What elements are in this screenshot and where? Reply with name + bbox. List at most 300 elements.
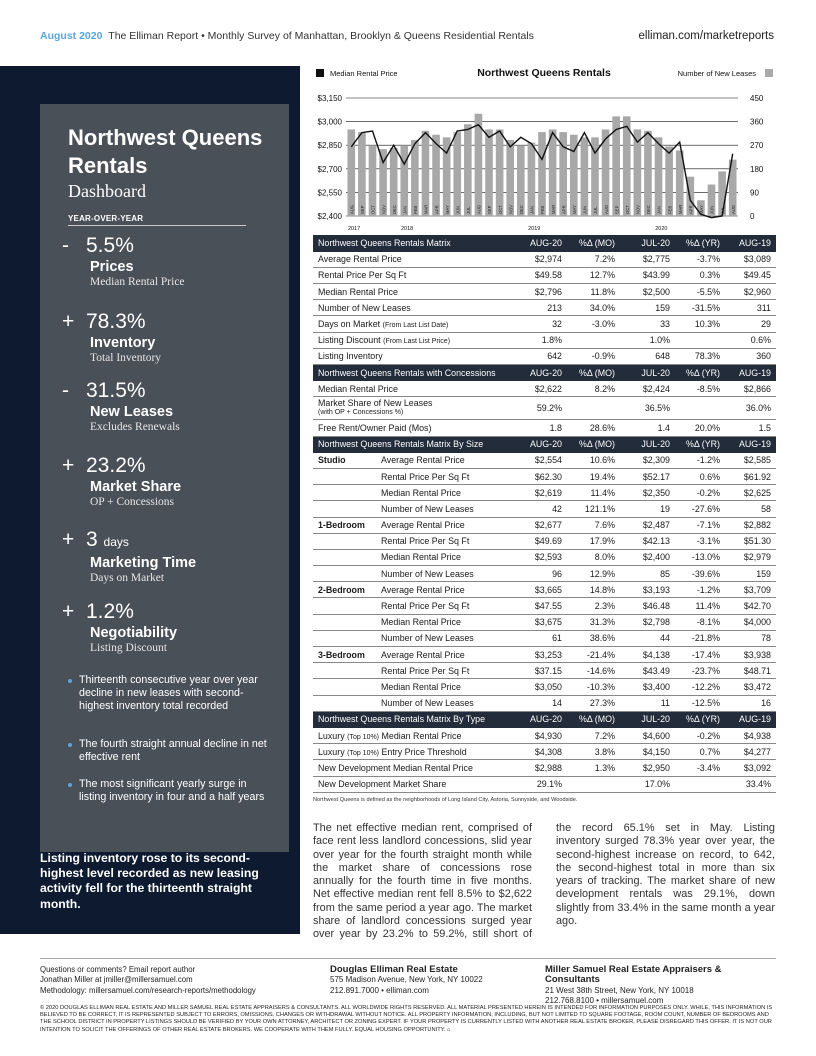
- y-left-tick: $3,000: [317, 117, 342, 127]
- table-cell: $2,960: [725, 284, 776, 300]
- table-cell: 213: [508, 300, 567, 316]
- table-cell: 36.0%: [725, 397, 776, 420]
- table-cell: $3,253: [508, 647, 567, 663]
- table-cell: -10.3%: [567, 679, 620, 695]
- highlight-bullet: The most significant yearly surge in listing inventory in four and a half years: [68, 778, 274, 804]
- table-cell: [567, 776, 620, 792]
- table-cell: 42: [508, 501, 567, 517]
- table-footnote: Northwest Queens is defined as the neighborhoods of Long Island City, Astoria, Sunnyside, and Woodside.: [313, 797, 578, 803]
- column-header: AUG-20: [508, 235, 567, 251]
- stat-sign: -: [62, 234, 69, 257]
- column-header: %Δ (YR): [675, 235, 725, 251]
- table-row: [313, 284, 776, 300]
- table-cell: -1.2%: [675, 582, 725, 598]
- table-cell: $4,308: [508, 744, 567, 760]
- row-label: Number of New Leases: [376, 566, 508, 582]
- table-cell: $3,089: [725, 251, 776, 267]
- y-left-tick: $2,700: [317, 164, 342, 174]
- column-header: AUG-20: [508, 711, 567, 727]
- table-cell: $52.17: [620, 468, 675, 484]
- x-year-label: 2018: [400, 226, 414, 232]
- stat-name: New Leases: [90, 404, 174, 420]
- row-label-text: Market Share of New Leases: [318, 398, 433, 409]
- x-year-label: 2020: [655, 226, 668, 232]
- row-label: [313, 727, 508, 743]
- table-cell: $2,796: [508, 284, 567, 300]
- footer-address: 21 West 38th Street, New York, NY 10018: [545, 985, 694, 995]
- x-year-label: 2019: [528, 226, 541, 232]
- y-right-tick: 450: [750, 94, 764, 103]
- footer-contact-line[interactable]: Jonathan Miller at jmiller@millersamuel.com: [40, 975, 193, 985]
- column-header: AUG-20: [508, 436, 567, 452]
- stat-name: Inventory: [90, 335, 156, 351]
- table-cell: 1.0%: [620, 332, 675, 348]
- size-group-label: [313, 614, 376, 630]
- table-row: [313, 695, 776, 711]
- rental-matrix-table: [313, 235, 776, 793]
- bar-new-leases: [464, 124, 472, 216]
- size-group-label: [313, 679, 376, 695]
- stat-value: 5.5%: [86, 234, 134, 257]
- size-group-label: [313, 630, 376, 646]
- table-cell: $48.71: [725, 663, 776, 679]
- column-header: AUG-19: [725, 365, 776, 381]
- x-month-label: MAR: [423, 204, 429, 214]
- bar-new-leases: [528, 143, 536, 216]
- row-label: Median Rental Price: [376, 485, 508, 501]
- row-label-text: Luxury: [318, 746, 345, 757]
- bar-new-leases: [475, 114, 483, 216]
- column-header: %Δ (MO): [567, 365, 620, 381]
- table-cell: -3.1%: [675, 533, 725, 549]
- stat-name: Market Share: [90, 479, 182, 495]
- row-label-note: (From Last List Price): [383, 338, 451, 346]
- stat-value-line: [62, 454, 282, 478]
- table-cell: 20.0%: [675, 420, 725, 436]
- table-cell: $2,979: [725, 549, 776, 565]
- report-header: [40, 30, 534, 42]
- table-cell: $2,798: [620, 614, 675, 630]
- y-left-tick: $2,550: [317, 188, 342, 198]
- table-row: [313, 566, 776, 582]
- stat-value-line: [62, 310, 282, 334]
- stat-name: Prices: [90, 259, 134, 275]
- table-cell: 1.3%: [567, 760, 620, 776]
- table-cell: $3,050: [508, 679, 567, 695]
- table-cell: 17.0%: [620, 776, 675, 792]
- table-cell: -21.8%: [675, 630, 725, 646]
- row-label: Rental Price Per Sq Ft: [376, 468, 508, 484]
- x-month-label: MAR: [677, 204, 683, 214]
- row-label-text: Number of New Leases: [318, 302, 411, 313]
- footer-address: 575 Madison Avenue, New York, NY 10022: [330, 975, 483, 985]
- stat-sign: +: [62, 454, 75, 477]
- table-cell: 33.4%: [725, 776, 776, 792]
- bar-new-leases: [496, 129, 504, 216]
- size-group-label: [313, 485, 376, 501]
- table-cell: 11: [620, 695, 675, 711]
- footer-contact-line[interactable]: Methodology: millersamuel.com/research-reports/methodology: [40, 985, 256, 995]
- stat-block: [62, 379, 282, 433]
- x-month-label: NOV: [381, 204, 387, 214]
- table-cell: 59.2%: [508, 397, 567, 420]
- stat-desc: Excludes Renewals: [90, 421, 180, 433]
- x-month-label: MAY: [699, 205, 705, 214]
- size-group-label: 3-Bedroom: [313, 647, 376, 663]
- y-right-tick: 90: [750, 188, 759, 198]
- dashboard-panel: [40, 104, 289, 852]
- column-header: JUL-20: [620, 235, 675, 251]
- stat-desc: OP + Concessions: [90, 496, 175, 508]
- stat-block: [62, 528, 282, 584]
- row-label-text: New Development Market Share: [318, 779, 447, 790]
- stat-desc: Days on Market: [90, 572, 165, 584]
- y-right-tick: 180: [750, 164, 764, 174]
- table-cell: $3,400: [620, 679, 675, 695]
- table-row: [313, 663, 776, 679]
- table-cell: 11.4%: [675, 598, 725, 614]
- bar-new-leases: [559, 132, 567, 216]
- size-group-label: [313, 501, 376, 517]
- table-cell: $37.15: [508, 663, 567, 679]
- table-cell: $3,709: [725, 582, 776, 598]
- x-month-label: AUG: [349, 204, 355, 214]
- table-cell: 7.2%: [567, 727, 620, 743]
- column-header: JUL-20: [620, 436, 675, 452]
- table-cell: 16: [725, 695, 776, 711]
- table-cell: 32: [508, 316, 567, 332]
- table-cell: -3.0%: [567, 316, 620, 332]
- stat-value: 78.3%: [86, 310, 146, 333]
- stat-value-line: [62, 600, 282, 624]
- table-cell: -17.4%: [675, 647, 725, 663]
- row-label: Number of New Leases: [376, 630, 508, 646]
- table-cell: $2,974: [508, 251, 567, 267]
- table-row: [313, 776, 776, 792]
- bar-new-leases: [485, 129, 493, 216]
- table-cell: 311: [725, 300, 776, 316]
- table-cell: $47.55: [508, 598, 567, 614]
- x-month-label: OCT: [624, 205, 630, 214]
- table-cell: 159: [620, 300, 675, 316]
- table-row: [313, 614, 776, 630]
- table-cell: $2,554: [508, 452, 567, 468]
- table-cell: 8.0%: [567, 549, 620, 565]
- table-row: [313, 332, 776, 348]
- stat-block: [62, 600, 282, 654]
- table-cell: -1.2%: [675, 452, 725, 468]
- table-cell: $4,150: [620, 744, 675, 760]
- table-cell: 58: [725, 501, 776, 517]
- table-cell: $62.30: [508, 468, 567, 484]
- table-cell: $2,950: [620, 760, 675, 776]
- footer-phone[interactable]: 212.768.8100 • millersamuel.com: [545, 995, 664, 1005]
- x-month-label: SEP: [487, 205, 493, 214]
- row-label-text: Median Rental Price: [381, 730, 462, 741]
- stat-sign: -: [62, 379, 69, 402]
- section-label: YEAR-OVER-YEAR: [68, 214, 246, 226]
- table-cell: $49.69: [508, 533, 567, 549]
- table-cell: 19: [620, 501, 675, 517]
- report-url[interactable]: elliman.com/marketreports: [638, 30, 774, 42]
- row-label: Average Rental Price: [376, 582, 508, 598]
- table-row: [313, 420, 776, 436]
- table-cell: 642: [508, 348, 567, 364]
- row-label: Number of New Leases: [376, 501, 508, 517]
- stat-desc: Median Rental Price: [90, 276, 185, 288]
- table-cell: $42.70: [725, 598, 776, 614]
- table-row: [313, 549, 776, 565]
- table-cell: $2,593: [508, 549, 567, 565]
- x-year-label: 2017: [348, 226, 361, 232]
- dashboard-title: Northwest Queens Rentals: [68, 125, 263, 178]
- row-label: [313, 744, 508, 760]
- x-month-label: APR: [688, 205, 694, 214]
- row-label-text: Rental Price Per Sq Ft: [318, 270, 407, 281]
- row-label: Average Rental Price: [376, 647, 508, 663]
- column-header: %Δ (YR): [675, 436, 725, 452]
- x-month-label: JAN: [402, 206, 408, 214]
- footer-company: Douglas Elliman Real Estate: [330, 964, 458, 975]
- table-cell: -21.4%: [567, 647, 620, 663]
- table-row: [313, 533, 776, 549]
- table-cell: 33: [620, 316, 675, 332]
- x-month-label: JUL: [466, 206, 472, 214]
- table-cell: $4,000: [725, 614, 776, 630]
- table-section-header: [313, 235, 776, 251]
- x-month-label: SEP: [614, 205, 620, 214]
- x-month-label: DEC: [391, 205, 397, 214]
- column-header: AUG-20: [508, 365, 567, 381]
- table-cell: 36.5%: [620, 397, 675, 420]
- row-label: [313, 267, 508, 283]
- footer-millersamuel: [545, 965, 776, 1006]
- table-cell: $2,309: [620, 452, 675, 468]
- row-label: [313, 348, 508, 364]
- table-cell: $46.48: [620, 598, 675, 614]
- row-label: [313, 420, 508, 436]
- section-title: Northwest Queens Rentals Matrix By Type: [313, 711, 508, 727]
- stat-sign: +: [62, 310, 75, 333]
- table-cell: -0.2%: [675, 485, 725, 501]
- x-month-label: NOV: [508, 204, 514, 214]
- bar-new-leases: [581, 137, 589, 216]
- legend-swatch-line: [316, 69, 324, 77]
- row-label-text: Average Rental Price: [318, 254, 402, 265]
- table-cell: 78: [725, 630, 776, 646]
- row-label-text: Luxury: [318, 730, 345, 741]
- table-cell: 44: [620, 630, 675, 646]
- table-cell: [567, 397, 620, 420]
- table-cell: $43.99: [620, 267, 675, 283]
- x-month-label: AUG: [603, 204, 609, 214]
- x-month-label: JUN: [709, 205, 715, 214]
- table-cell: $2,487: [620, 517, 675, 533]
- table-row: [313, 381, 776, 397]
- stat-block: [62, 454, 282, 508]
- table-cell: 1.8%: [508, 332, 567, 348]
- table-cell: -31.5%: [675, 300, 725, 316]
- x-month-label: MAR: [550, 204, 556, 214]
- stat-name: Negotiability: [90, 625, 178, 641]
- x-month-label: DEC: [646, 205, 652, 214]
- stat-sign: +: [62, 600, 75, 623]
- row-label-text: Entry Price Threshold: [381, 746, 467, 757]
- table-row: [313, 679, 776, 695]
- row-label-note: (Top 10%): [347, 749, 380, 757]
- table-row: [313, 760, 776, 776]
- table-cell: 14.8%: [567, 582, 620, 598]
- bar-new-leases: [358, 132, 366, 216]
- rentals-chart: [306, 66, 782, 234]
- row-label: [313, 332, 508, 348]
- table-row: [313, 452, 776, 468]
- table-cell: 29.1%: [508, 776, 567, 792]
- table-cell: 34.0%: [567, 300, 620, 316]
- row-label: Number of New Leases: [376, 695, 508, 711]
- table-cell: 0.6%: [725, 332, 776, 348]
- stat-value-line: [62, 234, 282, 258]
- table-cell: $4,600: [620, 727, 675, 743]
- table-cell: [567, 332, 620, 348]
- row-label: [313, 284, 508, 300]
- size-group-label: [313, 695, 376, 711]
- section-title: Northwest Queens Rentals with Concessions: [313, 365, 508, 381]
- table-cell: 360: [725, 348, 776, 364]
- x-month-label: JUN: [455, 205, 461, 214]
- x-month-label: AUG: [476, 204, 482, 214]
- table-cell: $4,277: [725, 744, 776, 760]
- table-cell: -5.5%: [675, 284, 725, 300]
- table-cell: $2,619: [508, 485, 567, 501]
- table-cell: 7.6%: [567, 517, 620, 533]
- size-group-label: [313, 549, 376, 565]
- column-header: AUG-19: [725, 711, 776, 727]
- table-cell: $2,400: [620, 549, 675, 565]
- legend-label: Number of New Leases: [677, 69, 756, 78]
- table-cell: 1.8: [508, 420, 567, 436]
- table-cell: 8.2%: [567, 381, 620, 397]
- stat-value: 31.5%: [86, 379, 146, 402]
- footer-phone[interactable]: 212.891.7000 • elliman.com: [330, 985, 429, 995]
- table-cell: 78.3%: [675, 348, 725, 364]
- row-label-text: Free Rent/Owner Paid (Mos): [318, 422, 432, 433]
- table-row: [313, 316, 776, 332]
- column-header: AUG-19: [725, 235, 776, 251]
- table-cell: $2,424: [620, 381, 675, 397]
- sidebar-quote: Listing inventory rose to its second-highest level recorded as new leasing activity fell for the thirteenth straight month.: [40, 851, 259, 911]
- table-cell: 27.3%: [567, 695, 620, 711]
- table-cell: 31.3%: [567, 614, 620, 630]
- table-cell: $3,938: [725, 647, 776, 663]
- table-cell: $2,625: [725, 485, 776, 501]
- x-month-label: MAY: [444, 205, 450, 214]
- table-cell: 10.3%: [675, 316, 725, 332]
- table-cell: -27.6%: [675, 501, 725, 517]
- x-month-label: JUL: [720, 206, 726, 214]
- y-right-tick: 270: [750, 141, 764, 151]
- column-header: JUL-20: [620, 365, 675, 381]
- bar-new-leases: [443, 137, 451, 216]
- table-row: [313, 630, 776, 646]
- column-header: JUL-20: [620, 711, 675, 727]
- x-month-label: JAN: [656, 206, 662, 214]
- table-cell: [675, 776, 725, 792]
- table-cell: $3,472: [725, 679, 776, 695]
- table-cell: $3,675: [508, 614, 567, 630]
- body-text: The net effective median rent, comprised of face rent less landlord concessions, slid year over year for the fourth straight month while the market share of concessions rose annually for the fourth time in five months. Net effective median rent fell 8.5% to $2,622 from the same period a year ago. The market share of landlord concessions surged year over year by 23.2% to 59.2%, still short of the record 65.1% set in May. Listing inventory surged 78.3% year over year, the second-highest increase on record, to 642, the second-highest total in more than six years of tracking. The market share of new development rentals was 29.1%, down slightly from 33.4% in the same month a year ago.: [313, 822, 775, 941]
- x-month-label: FEB: [413, 205, 419, 214]
- row-label: [313, 300, 508, 316]
- table-cell: 14: [508, 695, 567, 711]
- footer-elliman: [330, 965, 483, 996]
- table-cell: 17.9%: [567, 533, 620, 549]
- stat-value: 23.2%: [86, 454, 146, 477]
- row-label: [313, 760, 508, 776]
- row-label-text: New Development Median Rental Price: [318, 762, 473, 773]
- x-month-label: APR: [434, 205, 440, 214]
- column-header: %Δ (MO): [567, 711, 620, 727]
- stat-unit: days: [103, 535, 129, 549]
- table-cell: -8.5%: [675, 381, 725, 397]
- table-cell: 19.4%: [567, 468, 620, 484]
- size-group-label: Studio: [313, 452, 376, 468]
- x-month-label: FEB: [540, 205, 546, 214]
- size-group-label: [313, 533, 376, 549]
- table-row: [313, 485, 776, 501]
- bar-new-leases: [422, 131, 430, 216]
- stat-value-line: [62, 528, 282, 554]
- column-header: %Δ (YR): [675, 711, 725, 727]
- footer-contact: [40, 965, 256, 996]
- stat-desc: Total Inventory: [90, 352, 162, 364]
- table-cell: $3,193: [620, 582, 675, 598]
- legend-swatch-bar: [765, 69, 773, 77]
- table-cell: $4,930: [508, 727, 567, 743]
- table-row: [313, 267, 776, 283]
- table-cell: 0.7%: [675, 744, 725, 760]
- highlight-bullet: The fourth straight annual decline in net effective rent: [68, 738, 274, 764]
- table-cell: [675, 332, 725, 348]
- x-month-label: FEB: [667, 205, 673, 214]
- table-section-header: [313, 436, 776, 452]
- table-row: [313, 348, 776, 364]
- table-row: [313, 397, 776, 420]
- row-label: [313, 397, 508, 420]
- table-cell: 12.9%: [567, 566, 620, 582]
- table-cell: $2,350: [620, 485, 675, 501]
- table-cell: 10.6%: [567, 452, 620, 468]
- row-label: Median Rental Price: [376, 679, 508, 695]
- legal-disclaimer: © 2020 DOUGLAS ELLIMAN REAL ESTATE AND MILLER SAMUEL REAL ESTATE APPRAISERS & CONSULTANTS. ALL WORLDWIDE RIGHTS RESERVED. ALL MATERIAL PRESENTED HEREIN IS INTENDED FOR INFORMATION PURPOSES ONLY. WHILE, THIS INFORMATION IS BELIEVED TO BE CORRECT, IT IS REPRESENTED SUBJECT TO ERRORS, OMISSIONS, CHANGES OR WITHDRAWAL WITHOUT NOTICE. ALL PROPERTY INFORMATION, INCLUDING, BUT NOT LIMITED TO SQUARE FOOTAGE, ROOM COUNT, NUMBER OF BEDROOMS AND THE SCHOOL DISTRICT IN PROPERTY LISTINGS SHOULD BE VERIFIED BY YOUR OWN ATTORNEY, ARCHITECT OR ZONING EXPERT. IF YOUR PROPERTY IS CURRENTLY LISTED WITH ANOTHER REAL ESTATE BROKER, PLEASE DISREGARD THIS OFFER. IT IS NOT OUR INTENTION TO SOLICIT THE OFFERINGS OF OTHER REAL ESTATE BROKERS. WE COOPERATE WITH THEM FULLY. EQUAL HOUSING OPPORTUNITY. ⌂: [40, 1005, 773, 1033]
- table-cell: 96: [508, 566, 567, 582]
- table-cell: $4,938: [725, 727, 776, 743]
- y-left-tick: $3,150: [317, 94, 342, 103]
- table-row: [313, 744, 776, 760]
- table-cell: -14.6%: [567, 663, 620, 679]
- section-title: Northwest Queens Rentals Matrix: [313, 235, 508, 251]
- row-label: Average Rental Price: [376, 452, 508, 468]
- table-cell: $2,622: [508, 381, 567, 397]
- stat-desc: Listing Discount: [90, 642, 167, 654]
- table-cell: 0.6%: [675, 468, 725, 484]
- table-cell: 28.6%: [567, 420, 620, 436]
- table-cell: 29: [725, 316, 776, 332]
- table-cell: $3,665: [508, 582, 567, 598]
- table-row: [313, 300, 776, 316]
- x-month-label: JUL: [593, 206, 599, 214]
- table-cell: $2,500: [620, 284, 675, 300]
